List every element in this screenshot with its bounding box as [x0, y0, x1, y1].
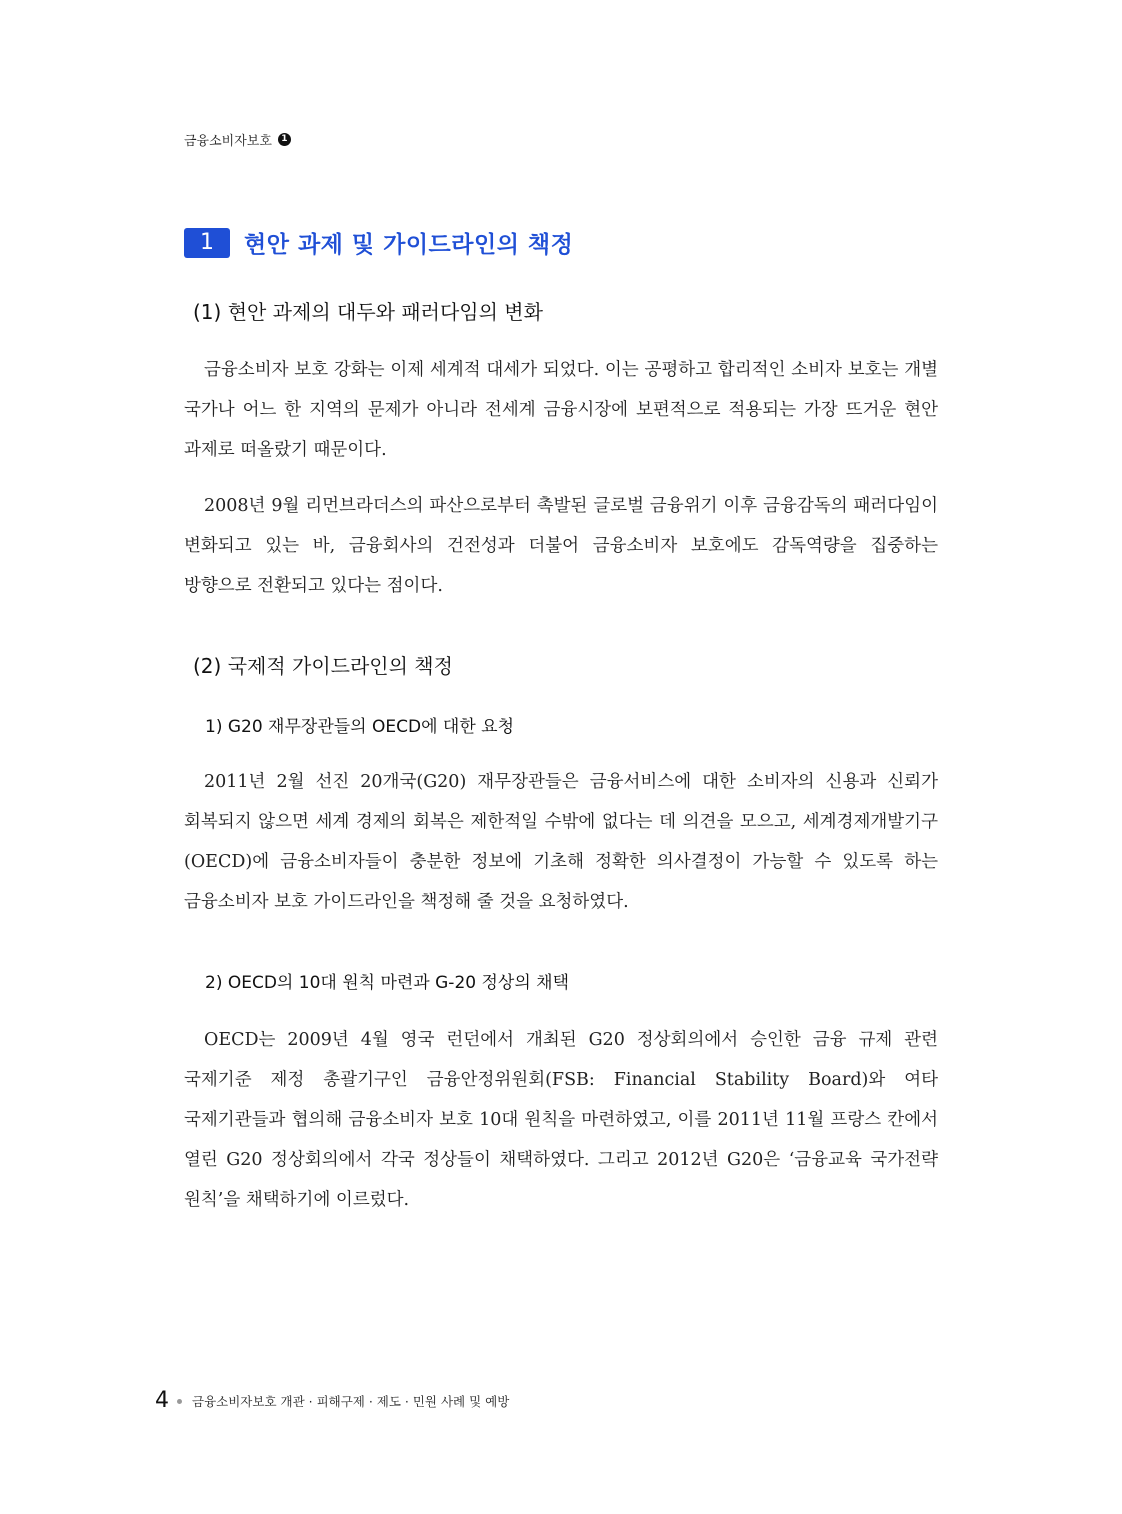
paragraph-4: OECD는 2009년 4월 영국 런던에서 개최된 G20 정상회의에서 승인한 금융 규제 관련 국제기준 제정 총괄기구인 금융안정위원회(FSB: Financial Stability Board)와 여타 국제기관들과 협의해 금융소비자 보호 10대 원칙을 마련하였고, 이를 2011년 11월 프랑스 칸에서 열린 G20 정상회의에서 각국 정상들이 채택하였다. 그리고 2012년 G20은 ‘금융교육 국가전략 원칙’을 채택하기에 이르렀다.	[184, 1030, 938, 1210]
section-number-badge: 1	[184, 228, 230, 258]
chapter-number-badge: 1	[278, 133, 291, 146]
bullet-icon	[177, 1399, 182, 1404]
running-header	[184, 130, 291, 149]
page-footer	[155, 1390, 509, 1412]
paragraph-2: 2008년 9월 리먼브라더스의 파산으로부터 촉발된 글로벌 금융위기 이후 금융감독의 패러다임이 변화되고 있는 바, 금융회사의 건전성과 더불어 금융소비자 보호에도 감독역량을 집중하는 방향으로 전환되고 있다는 점이다.	[184, 496, 938, 596]
subsection-heading-1: (1) 현안 과제의 대두와 패러다임의 변화	[193, 300, 543, 324]
section-heading	[184, 226, 573, 259]
running-header-title: 금융소비자보호	[184, 134, 272, 149]
paragraph-1: 금융소비자 보호 강화는 이제 세계적 대세가 되었다. 이는 공평하고 합리적인 소비자 보호는 개별 국가나 어느 한 지역의 문제가 아니라 전세계 금융시장에 보편적으로 적용되는 가장 뜨거운 현안 과제로 떠올랐기 때문이다.	[184, 360, 938, 460]
section-title: 현안 과제 및 가이드라인의 책정	[244, 232, 574, 258]
footer-book-title: 금융소비자보호 개관 · 피해구제 · 제도 · 민원 사례 및 예방	[192, 1394, 510, 1409]
subsection-heading-2: (2) 국제적 가이드라인의 책정	[193, 654, 453, 678]
item-heading-1: 1) G20 재무장관들의 OECD에 대한 요청	[205, 717, 514, 737]
paragraph-3: 2011년 2월 선진 20개국(G20) 재무장관들은 금융서비스에 대한 소비자의 신용과 신뢰가 회복되지 않으면 세계 경제의 회복은 제한적일 수밖에 없다는 데 의견을 모으고, 세계경제개발기구(OECD)에 금융소비자들이 충분한 정보에 기초해 정확한 의사결정이 가능할 수 있도록 하는 금융소비자 보호 가이드라인을 책정해 줄 것을 요청하였다.	[184, 772, 938, 912]
item-heading-2: 2) OECD의 10대 원칙 마련과 G-20 정상의 채택	[205, 973, 569, 993]
page-number: 4	[155, 1388, 169, 1413]
